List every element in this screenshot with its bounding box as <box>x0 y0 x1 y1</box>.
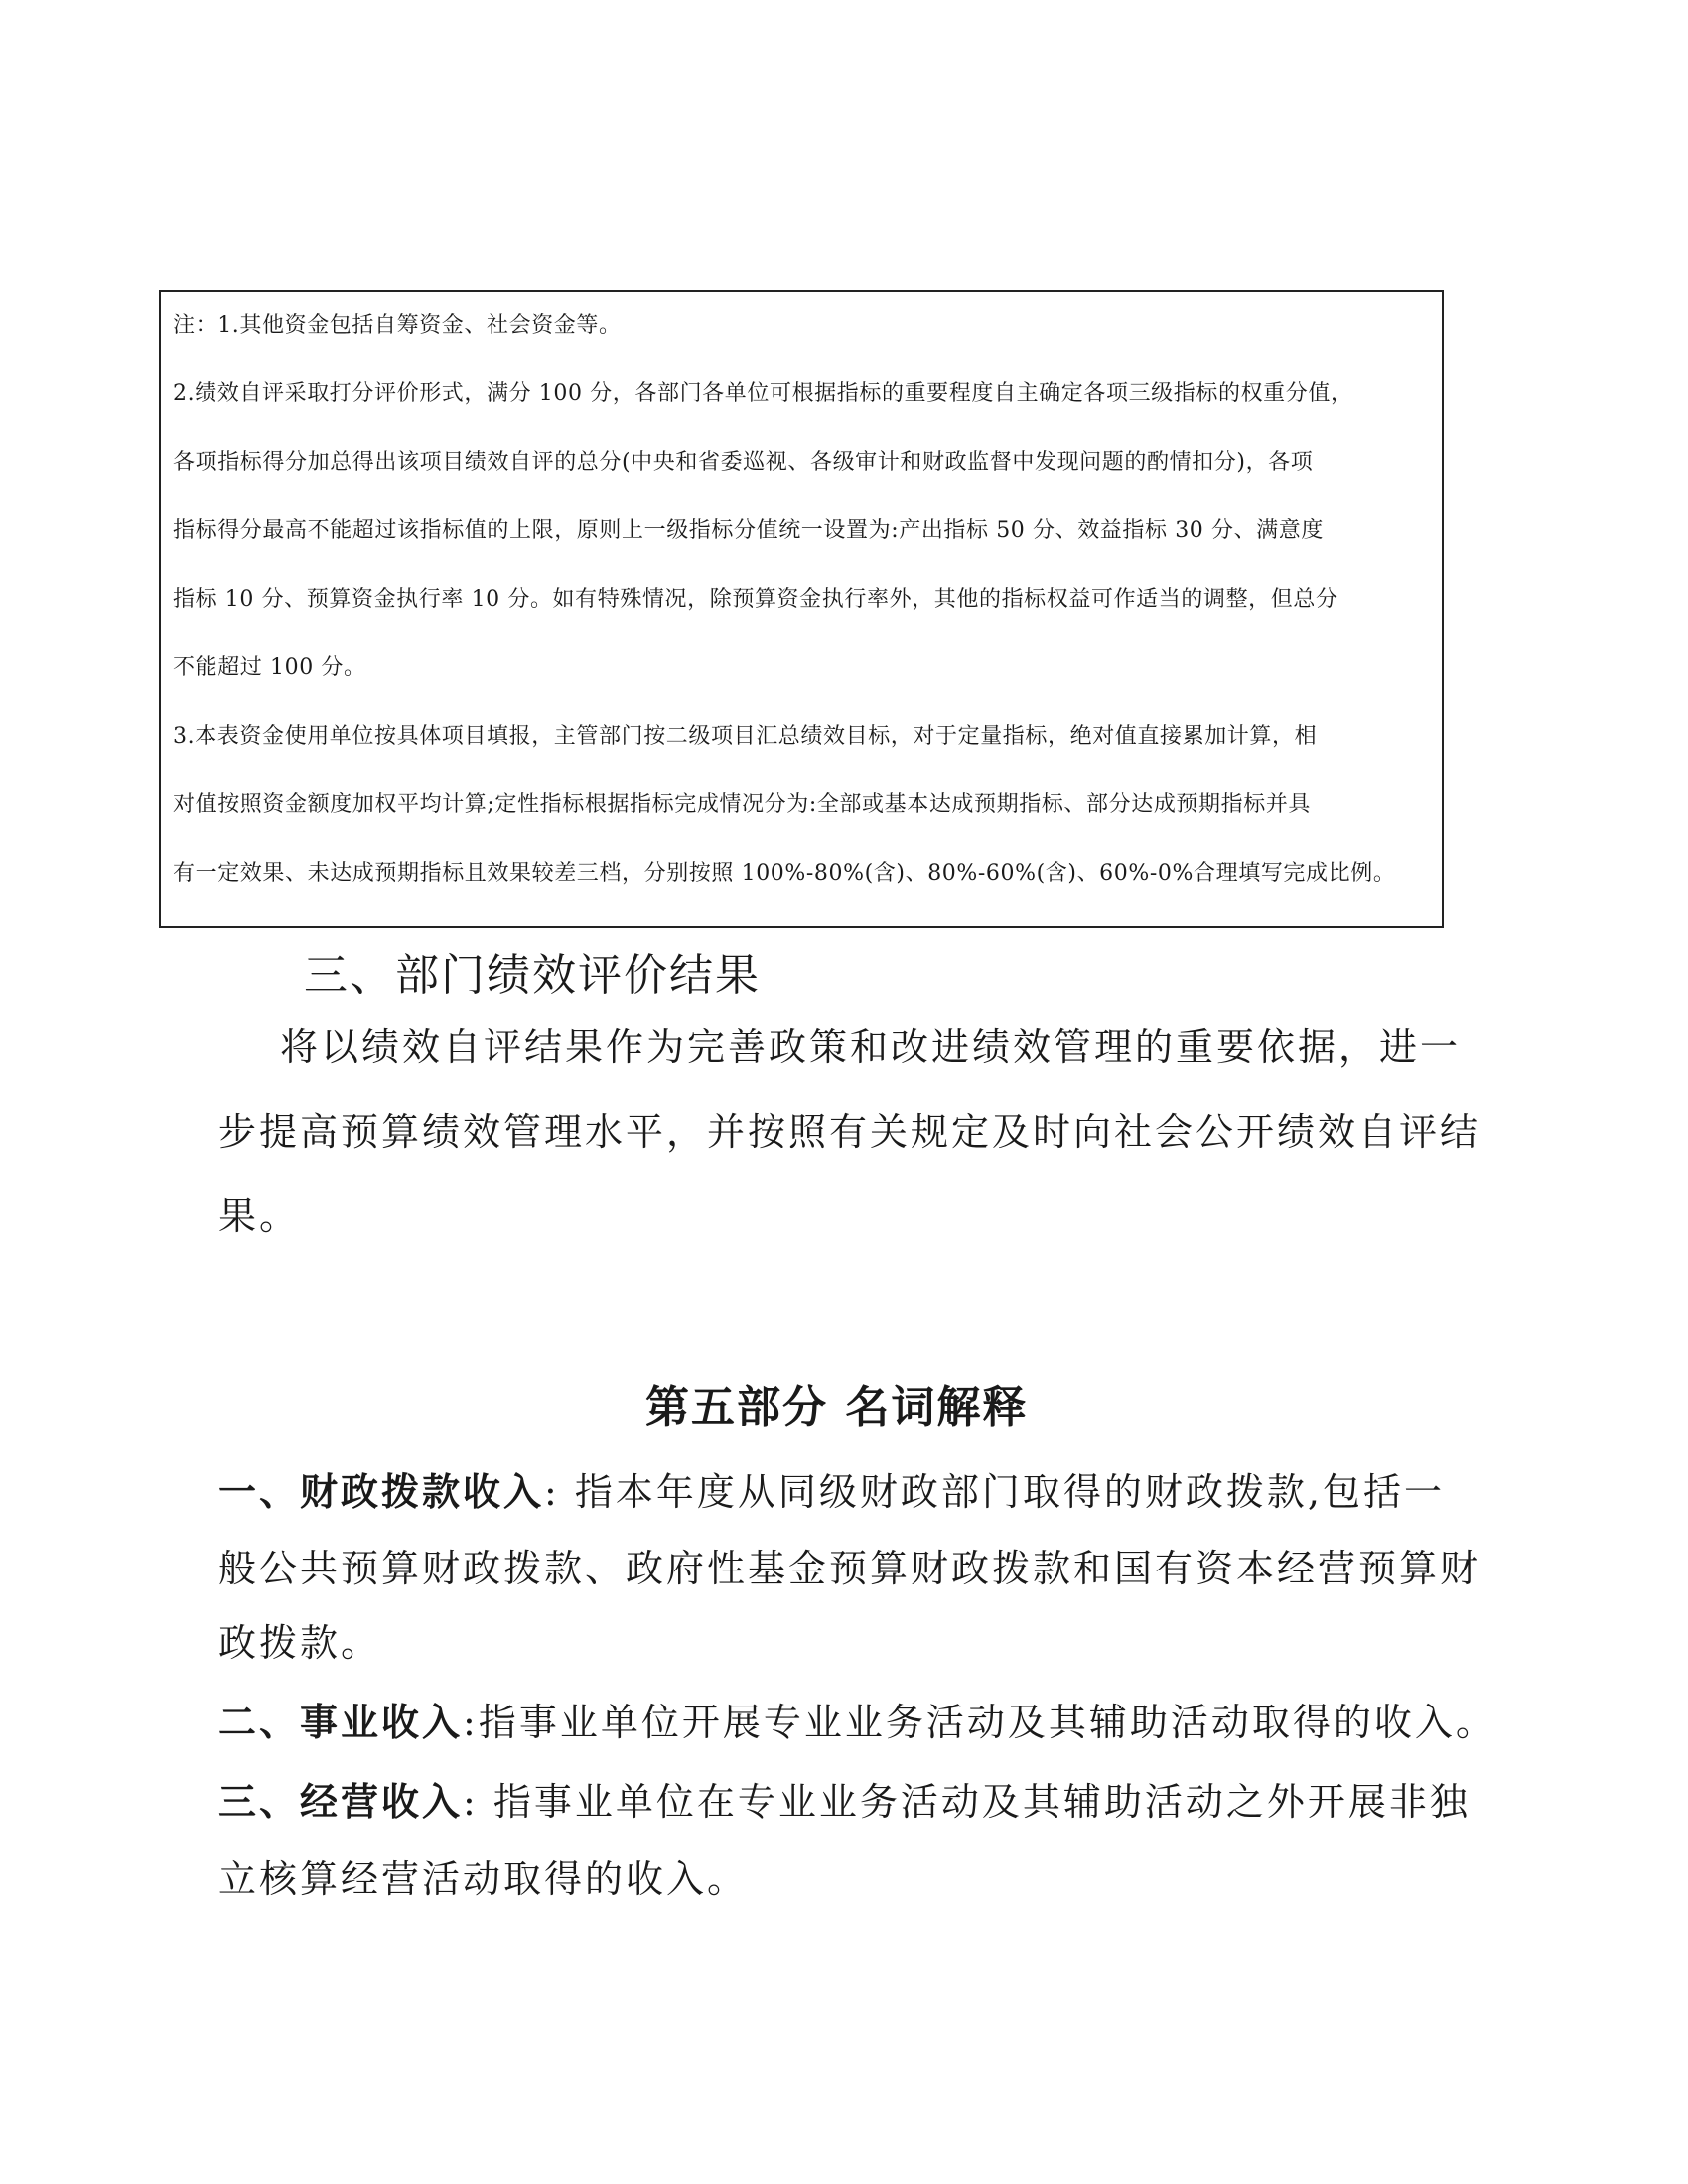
section-heading: 三、部门绩效评价结果 <box>304 950 761 1001</box>
term-separator: : <box>463 1780 493 1824</box>
term-title: 三、经营收入 <box>218 1779 464 1824</box>
term-definition-line <box>218 1467 1445 1517</box>
term-separator: : <box>544 1470 575 1514</box>
note-line: 指标 10 分、预算资金执行率 10 分。如有特殊情况，除预算资金执行率外，其他的指标权益可作适当的调整，但总分 <box>173 587 1338 612</box>
paragraph-line: 将以绩效自评结果作为完善政策和改进绩效管理的重要依据，进一 <box>280 1025 1462 1069</box>
note-line: 对值按照资金额度加权平均计算;定性指标根据指标完成情况分为:全部或基本达成预期指标、部分达成预期指标并具 <box>173 792 1312 817</box>
paragraph-line: 果。 <box>218 1194 301 1238</box>
term-title: 一、财政拨款收入 <box>218 1469 545 1514</box>
notes-box <box>159 290 1444 928</box>
note-line: 2.绩效自评采取打分评价形式，满分 100 分，各部门各单位可根据指标的重要程度自主确定各项三级指标的权重分值， <box>173 381 1353 406</box>
term-definition: 指本年度从同级财政部门取得的财政拨款,包括一 <box>574 1470 1445 1514</box>
term-separator: : <box>463 1701 479 1744</box>
note-line: 3.本表资金使用单位按具体项目填报，主管部门按二级项目汇总绩效目标，对于定量指标，绝对值直接累加计算，相 <box>173 724 1318 749</box>
term-definition-line: 般公共预算财政拨款、政府性基金预算财政拨款和国有资本经营预算财 <box>218 1547 1481 1590</box>
term-definition-line <box>218 1698 1496 1747</box>
term-definition-line <box>218 1777 1471 1827</box>
paragraph-line: 步提高预算绩效管理水平，并按照有关规定及时向社会公开绩效自评结 <box>218 1110 1481 1154</box>
term-definition-line: 政拨款。 <box>218 1621 382 1665</box>
note-line: 有一定效果、未达成预期指标且效果较差三档，分别按照 100%-80%(含)、80%-60%(含)、60%-0%合理填写完成比例。 <box>173 861 1396 886</box>
note-line: 不能超过 100 分。 <box>173 655 366 680</box>
note-line: 各项指标得分加总得出该项目绩效自评的总分(中央和省委巡视、各级审计和财政监督中发现问题的酌情扣分)，各项 <box>173 450 1314 475</box>
term-title: 二、事业收入 <box>218 1700 464 1744</box>
term-definition: 指事业单位开展专业业务活动及其辅助活动取得的收入。 <box>478 1701 1496 1744</box>
note-line: 注：1.其他资金包括自筹资金、社会资金等。 <box>173 313 622 338</box>
term-definition-line: 立核算经营活动取得的收入。 <box>218 1857 749 1901</box>
note-line: 指标得分最高不能超过该指标值的上限，原则上一级指标分值统一设置为:产出指标 50 分、效益指标 30 分、满意度 <box>173 518 1324 543</box>
part-title: 第五部分 名词解释 <box>645 1382 1029 1433</box>
term-definition: 指事业单位在专业业务活动及其辅助活动之外开展非独 <box>492 1780 1471 1824</box>
